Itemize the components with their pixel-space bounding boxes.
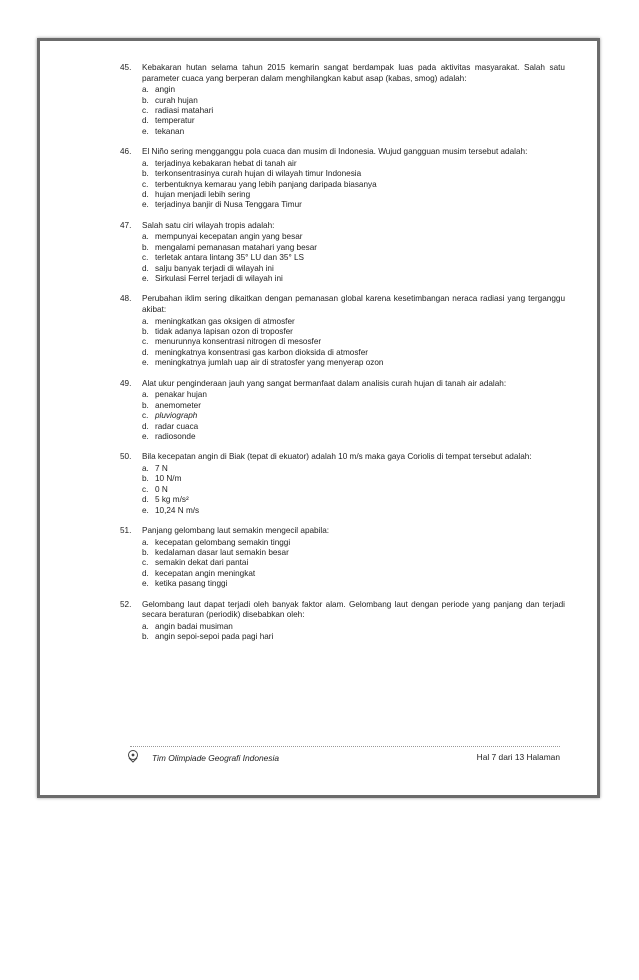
question-number: 51. xyxy=(120,525,132,535)
option-letter: a. xyxy=(142,85,149,95)
question-item xyxy=(120,452,565,516)
option-item xyxy=(142,337,565,347)
option-letter: a. xyxy=(142,316,149,326)
option-text: salju banyak terjadi di wilayah ini xyxy=(155,263,274,273)
option-item xyxy=(142,401,565,411)
question-stem xyxy=(120,379,565,390)
option-text: terkonsentrasinya curah hujan di wilayah timur Indonesia xyxy=(155,169,362,179)
option-letter: d. xyxy=(142,421,149,431)
option-item xyxy=(142,85,565,95)
option-letter: c. xyxy=(142,337,149,347)
question-text: Bila kecepatan angin di Biak (tepat di ekuator) adalah 10 m/s maka gaya Coriolis di tempat tersebut adalah: xyxy=(142,452,532,462)
option-item xyxy=(142,538,565,548)
option-list xyxy=(142,159,565,211)
option-item xyxy=(142,632,565,642)
option-text: radiosonde xyxy=(155,431,196,441)
option-text: 10,24 N m/s xyxy=(155,505,200,515)
option-text: angin badai musiman xyxy=(155,621,233,631)
option-text: terletak antara lintang 35° LU dan 35° LS xyxy=(155,253,305,263)
footer-team-name: Tim Olimpiade Geografi Indonesia xyxy=(152,753,280,763)
option-letter: a. xyxy=(142,537,149,547)
page-sheet xyxy=(37,38,600,798)
option-item xyxy=(142,190,565,200)
option-letter: e. xyxy=(142,505,149,515)
question-text: Salah satu ciri wilayah tropis adalah: xyxy=(142,220,275,230)
option-item xyxy=(142,422,565,432)
option-text: 7 N xyxy=(155,463,168,473)
option-text: tekanan xyxy=(155,126,185,136)
option-text: mengalami pemanasan matahari yang besar xyxy=(155,242,318,252)
option-item xyxy=(142,159,565,169)
option-item xyxy=(142,506,565,516)
option-item xyxy=(142,274,565,284)
option-item xyxy=(142,253,565,263)
option-item xyxy=(142,243,565,253)
option-item xyxy=(142,116,565,126)
option-item xyxy=(142,548,565,558)
option-text: 0 N xyxy=(155,484,168,494)
option-item xyxy=(142,232,565,242)
option-letter: d. xyxy=(142,495,149,505)
option-letter: b. xyxy=(142,242,149,252)
option-list xyxy=(142,317,565,369)
question-number: 50. xyxy=(120,452,132,462)
option-text: tidak adanya lapisan ozon di troposfer xyxy=(155,327,293,337)
option-text: meningkatkan gas oksigen di atmosfer xyxy=(155,316,295,326)
option-letter: b. xyxy=(142,400,149,410)
question-stem xyxy=(120,526,565,537)
question-number: 49. xyxy=(120,378,132,388)
option-text: terjadinya kebakaran hebat di tanah air xyxy=(155,158,297,168)
option-text: hujan menjadi lebih sering xyxy=(155,190,251,200)
option-item xyxy=(142,106,565,116)
option-text: meningkatnya konsentrasi gas karbon dioksida di atmosfer xyxy=(155,347,368,357)
option-text: semakin dekat dari pantai xyxy=(155,558,249,568)
question-text: Alat ukur penginderaan jauh yang sangat bermanfaat dalam analisis curah hujan di tanah air adalah: xyxy=(142,378,507,388)
option-text: Sirkulasi Ferrel terjadi di wilayah ini xyxy=(155,274,283,284)
option-letter: d. xyxy=(142,116,149,126)
option-text: angin xyxy=(155,85,176,95)
question-text: Panjang gelombang laut semakin mengecil apabila: xyxy=(142,525,330,535)
option-letter: c. xyxy=(142,484,149,494)
option-letter: d. xyxy=(142,568,149,578)
option-text: curah hujan xyxy=(155,95,198,105)
question-item xyxy=(120,221,565,285)
option-list xyxy=(142,538,565,590)
question-stem xyxy=(120,221,565,232)
option-letter: d. xyxy=(142,263,149,273)
option-item xyxy=(142,464,565,474)
option-text: mempunyai kecepatan angin yang besar xyxy=(155,232,303,242)
question-number: 48. xyxy=(120,294,132,304)
question-text: Kebakaran hutan selama tahun 2015 kemarin sangat berdampak luas pada aktivitas masyarakat. Salah satu parameter cuaca yang berperan dalam menghilangkan kabut asap (kabas, smog) adalah: xyxy=(142,63,565,83)
option-item xyxy=(142,474,565,484)
question-number: 52. xyxy=(120,599,132,609)
question-text: El Niño sering mengganggu pola cuaca dan musim di Indonesia. Wujud gangguan musim tersebut adalah: xyxy=(142,147,528,157)
option-letter: b. xyxy=(142,327,149,337)
option-text: terjadinya banjir di Nusa Tenggara Timur xyxy=(155,200,302,210)
option-list xyxy=(142,85,565,137)
option-text: kecepatan gelombang semakin tinggi xyxy=(155,537,291,547)
option-item xyxy=(142,96,565,106)
option-letter: e. xyxy=(142,200,149,210)
option-item xyxy=(142,169,565,179)
question-number: 47. xyxy=(120,220,132,230)
option-text: menurunnya konsentrasi nitrogen di mesosfer xyxy=(155,337,322,347)
option-letter: a. xyxy=(142,390,149,400)
option-text: meningkatnya jumlah uap air di stratosfer yang menyerap ozon xyxy=(155,358,384,368)
option-text: kecepatan angin meningkat xyxy=(155,568,256,578)
option-letter: b. xyxy=(142,632,149,642)
option-item xyxy=(142,180,565,190)
option-letter: b. xyxy=(142,474,149,484)
option-item xyxy=(142,390,565,400)
option-item xyxy=(142,579,565,589)
option-letter: e. xyxy=(142,579,149,589)
question-item xyxy=(120,379,565,443)
option-letter: a. xyxy=(142,621,149,631)
question-item xyxy=(120,294,565,368)
option-list xyxy=(142,390,565,442)
option-letter: e. xyxy=(142,358,149,368)
option-letter: c. xyxy=(142,253,149,263)
question-item xyxy=(120,526,565,590)
option-item xyxy=(142,432,565,442)
option-letter: a. xyxy=(142,158,149,168)
option-letter: b. xyxy=(142,169,149,179)
option-letter: e. xyxy=(142,431,149,441)
question-list xyxy=(120,63,565,653)
question-number: 45. xyxy=(120,63,132,72)
option-item xyxy=(142,127,565,137)
option-item xyxy=(142,358,565,368)
option-text: terbentuknya kemarau yang lebih panjang daripada biasanya xyxy=(155,179,377,189)
option-text: 10 N/m xyxy=(155,474,182,484)
option-letter: c. xyxy=(142,411,149,421)
question-stem xyxy=(120,294,565,315)
option-text: temperatur xyxy=(155,116,195,126)
option-item xyxy=(142,327,565,337)
option-letter: b. xyxy=(142,547,149,557)
option-text: pluviograph xyxy=(155,411,198,421)
option-letter: a. xyxy=(142,232,149,242)
option-item xyxy=(142,317,565,327)
option-item xyxy=(142,485,565,495)
option-text: radar cuaca xyxy=(155,421,199,431)
question-text: Gelombang laut dapat terjadi oleh banyak faktor alam. Gelombang laut dengan periode yang panjang dan terjadi secara beraturan (periodik) disebabkan oleh: xyxy=(142,599,565,620)
option-item xyxy=(142,622,565,632)
option-item xyxy=(142,200,565,210)
question-stem xyxy=(120,452,565,463)
question-item xyxy=(120,600,565,643)
option-letter: c. xyxy=(142,558,149,568)
option-text: 5 kg m/s² xyxy=(155,495,189,505)
option-text: anemometer xyxy=(155,400,201,410)
option-letter: d. xyxy=(142,190,149,200)
option-letter: a. xyxy=(142,463,149,473)
option-item xyxy=(142,411,565,421)
option-letter: c. xyxy=(142,106,149,115)
option-letter: d. xyxy=(142,347,149,357)
option-letter: e. xyxy=(142,274,149,284)
question-stem xyxy=(120,63,565,84)
option-text: ketika pasang tinggi xyxy=(155,579,228,589)
question-text: Perubahan iklim sering dikaitkan dengan pemanasan global karena kesetimbangan neraca radiasi yang terganggu akibat: xyxy=(142,294,565,315)
footer-page-number: Hal 7 dari 13 Halaman xyxy=(476,752,560,762)
option-text: radiasi matahari xyxy=(155,106,214,115)
option-list xyxy=(142,232,565,284)
option-list xyxy=(142,464,565,516)
option-item xyxy=(142,495,565,505)
option-letter: e. xyxy=(142,126,149,136)
option-item xyxy=(142,348,565,358)
option-text: penakar hujan xyxy=(155,390,207,400)
option-text: angin sepoi-sepoi pada pagi hari xyxy=(155,632,274,642)
option-item xyxy=(142,264,565,274)
option-text: kedalaman dasar laut semakin besar xyxy=(155,547,289,557)
olympiad-logo-icon xyxy=(126,749,140,763)
question-item xyxy=(120,147,565,211)
option-item xyxy=(142,569,565,579)
question-stem xyxy=(120,600,565,621)
question-stem xyxy=(120,147,565,158)
option-list xyxy=(142,622,565,643)
option-letter: c. xyxy=(142,179,149,189)
question-item xyxy=(120,63,565,137)
page-footer xyxy=(130,746,560,763)
option-letter: b. xyxy=(142,95,149,105)
question-number: 46. xyxy=(120,147,132,157)
option-item xyxy=(142,558,565,568)
